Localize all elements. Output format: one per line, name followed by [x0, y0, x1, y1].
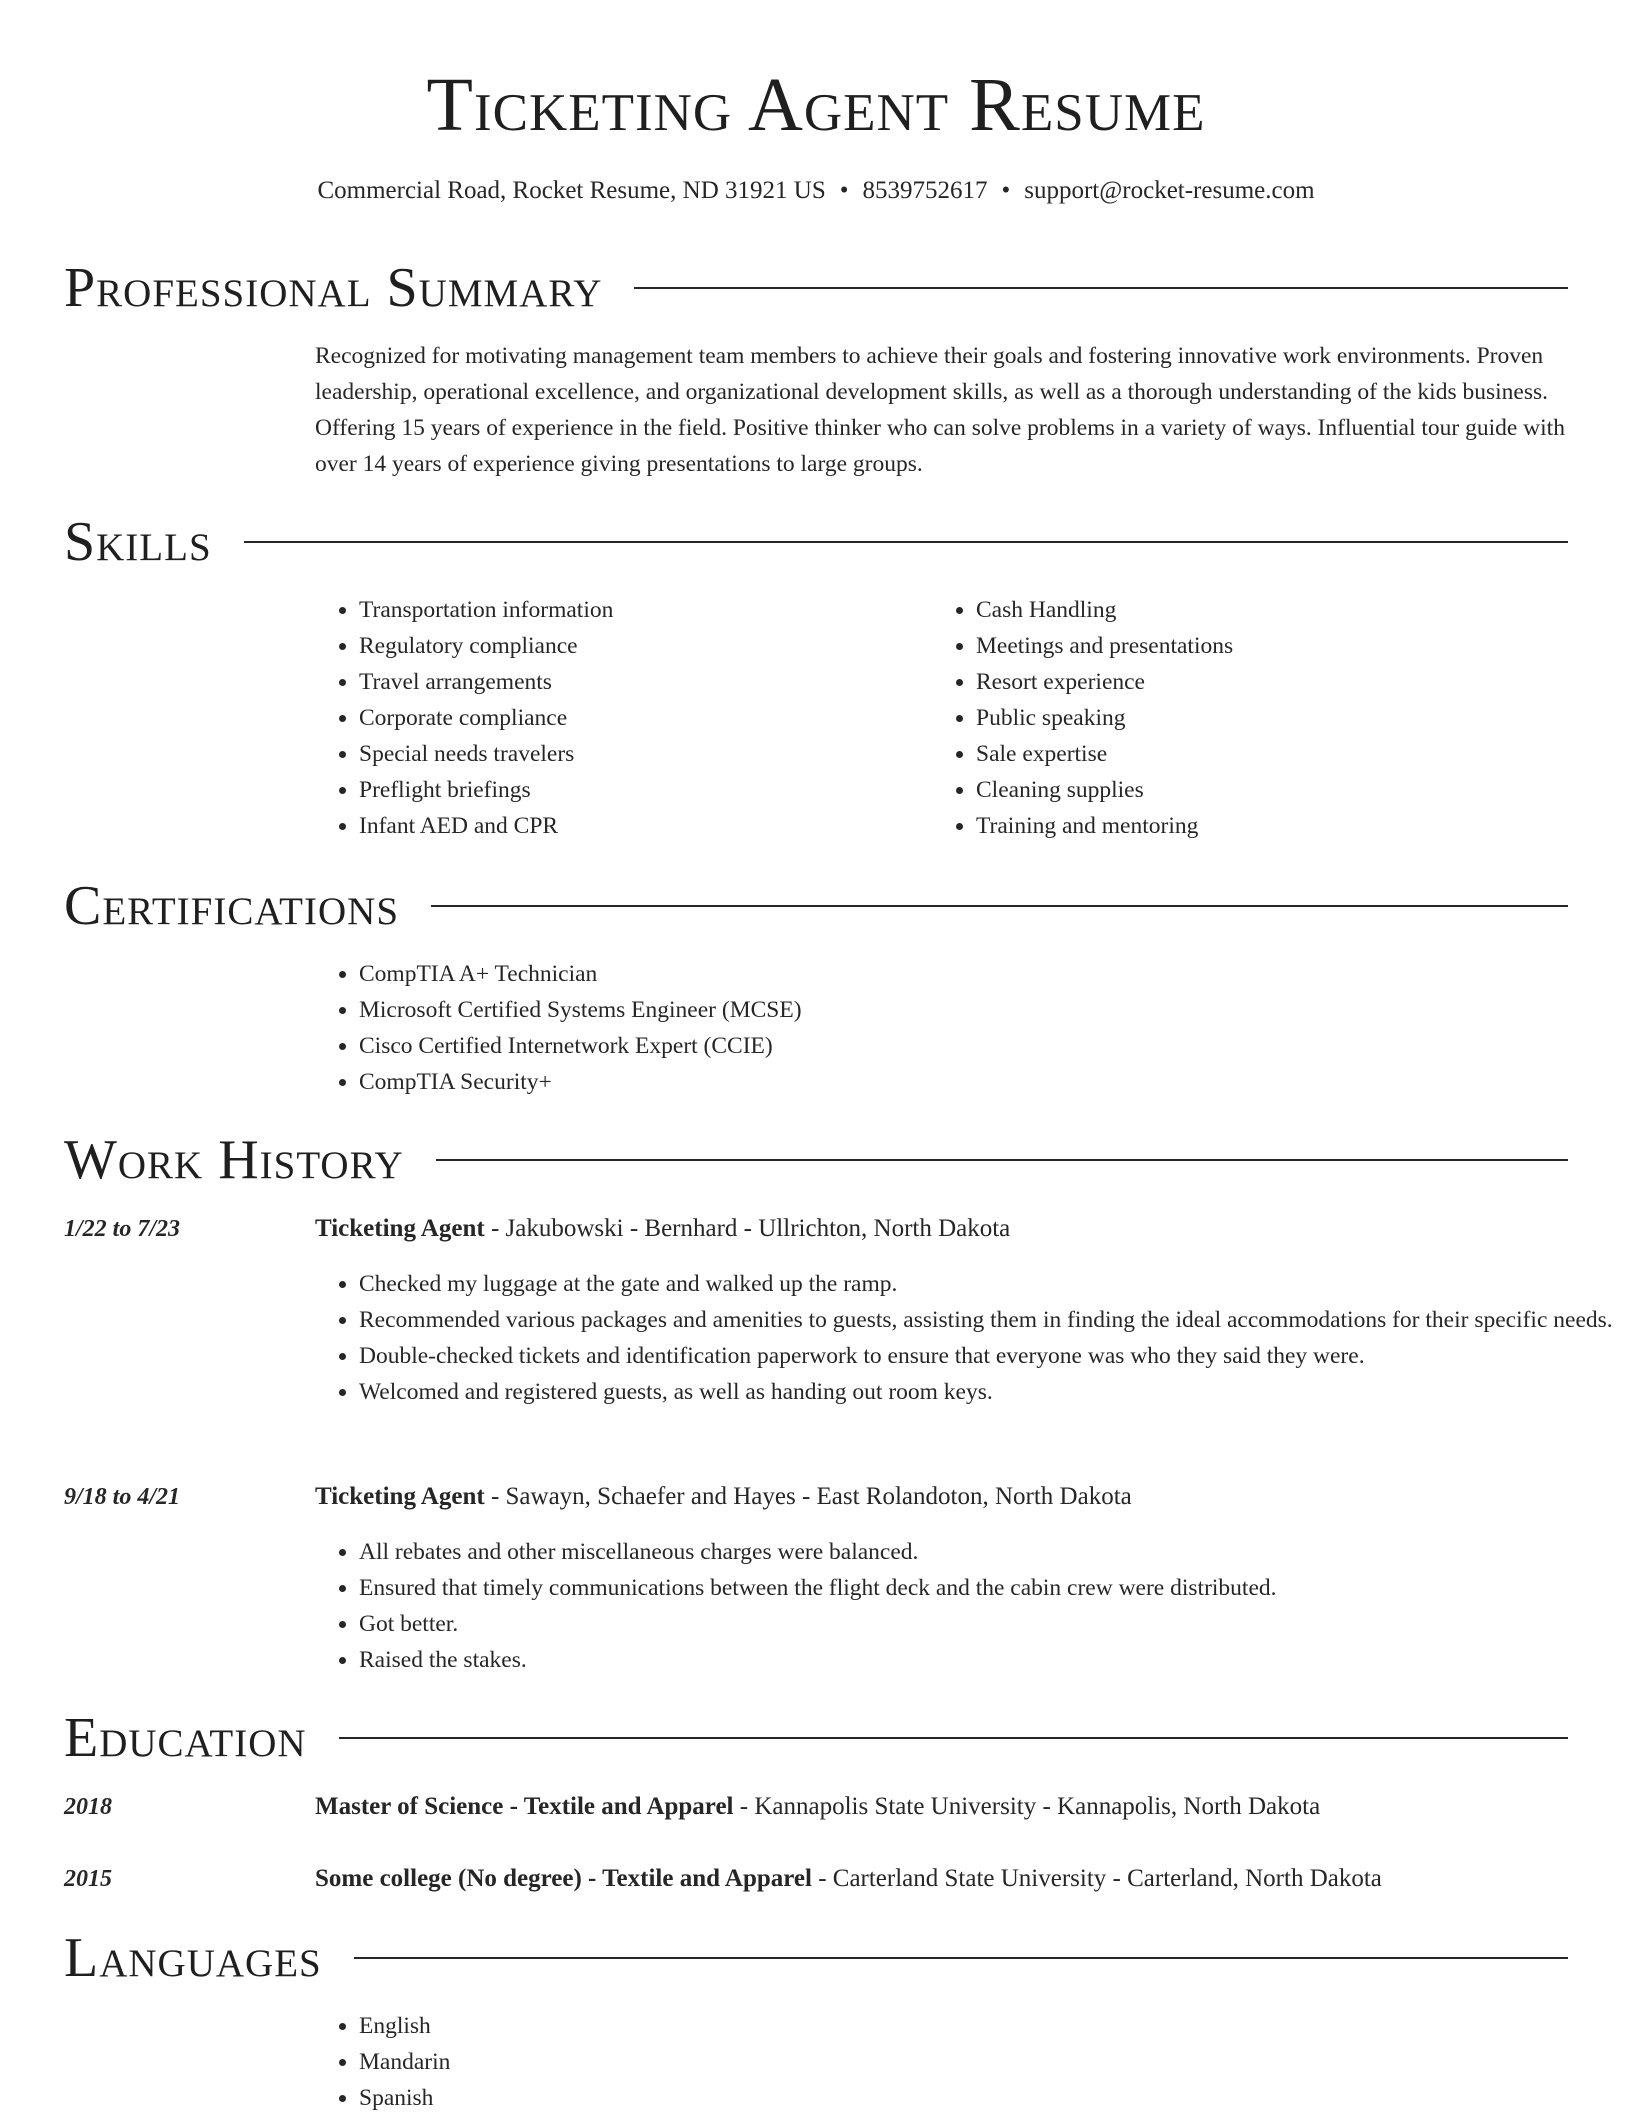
section-summary-heading	[64, 256, 1568, 320]
resume-title: Ticketing Agent Resume	[426, 63, 1206, 147]
list-item: • English	[359, 2008, 1619, 2044]
languages-list	[315, 2008, 1619, 2116]
section-title: Work History	[64, 1129, 404, 1191]
section-work-heading	[64, 1128, 1568, 1192]
section-title: Languages	[64, 1927, 322, 1989]
list-item: • Sale expertise	[976, 736, 1576, 772]
job-role: Ticketing Agent	[315, 1215, 485, 1242]
education-degree: Some college (No degree) - Textile and Apparel	[315, 1865, 812, 1892]
list-item: • Corporate compliance	[359, 700, 919, 736]
contact-email: support@rocket-resume.com	[1024, 177, 1315, 204]
list-item: • Got better.	[359, 1606, 1619, 1642]
skills-list-right	[932, 592, 1576, 844]
contact-phone: 8539752617	[862, 177, 988, 204]
section-divider	[431, 905, 1568, 907]
contact-line	[0, 176, 1632, 206]
job-bullets	[315, 1534, 1619, 1678]
skills-list-left	[315, 592, 919, 844]
section-title: Professional Summary	[64, 257, 603, 319]
job-bullets	[315, 1266, 1619, 1410]
section-title: Education	[64, 1707, 307, 1769]
section-skills-heading	[64, 510, 1568, 574]
education-year: 2018	[64, 1794, 112, 1820]
list-item: • Cash Handling	[976, 592, 1576, 628]
section-title: Certifications	[64, 875, 400, 937]
list-item: • Regulatory compliance	[359, 628, 919, 664]
contact-separator: •	[839, 177, 849, 204]
list-item: • Double-checked tickets and identification paperwork to ensure that everyone was who they said they were.	[359, 1338, 1619, 1374]
job-employer: - Sawayn, Schaefer and Hayes - East Rolandoton, North Dakota	[484, 1483, 1132, 1510]
list-item: • Cleaning supplies	[976, 772, 1576, 808]
list-item: • Checked my luggage at the gate and walked up the ramp.	[359, 1266, 1619, 1302]
list-item: • Special needs travelers	[359, 736, 919, 772]
education-year: 2015	[64, 1866, 112, 1892]
contact-separator: •	[1001, 177, 1011, 204]
list-item: • Meetings and presentations	[976, 628, 1576, 664]
list-item: • Preflight briefings	[359, 772, 919, 808]
job-dates: 9/18 to 4/21	[64, 1484, 181, 1510]
list-item: • CompTIA Security+	[359, 1064, 1619, 1100]
list-item: • All rebates and other miscellaneous charges were balanced.	[359, 1534, 1619, 1570]
list-item: • Transportation information	[359, 592, 919, 628]
list-item: • Infant AED and CPR	[359, 808, 919, 844]
list-item: • Recommended various packages and amenities to guests, assisting them in finding the ideal accommodations for their specific needs.	[359, 1302, 1619, 1338]
section-title: Skills	[64, 511, 212, 573]
list-item: • Ensured that timely communications between the flight deck and the cabin crew were distributed.	[359, 1570, 1619, 1606]
job-employer: - Jakubowski - Bernhard - Ullrichton, North Dakota	[484, 1215, 1011, 1242]
education-heading	[315, 1861, 1575, 1897]
section-divider	[354, 1957, 1568, 1959]
summary-text: Recognized for motivating management team members to achieve their goals and fostering innovative work environments. Proven leadership, operational excellence, and organizational development skills, as well as a thorough understanding of the kids business. Offering 15 years of experience in the field. Positive thinker who can solve problems in a variety of ways. Influential tour guide with over 14 years of experience giving presentations to large groups.	[315, 343, 1565, 477]
section-divider	[244, 541, 1568, 543]
list-item: • Raised the stakes.	[359, 1642, 1619, 1678]
job-role: Ticketing Agent	[315, 1483, 485, 1510]
list-item: • Spanish	[359, 2080, 1619, 2116]
job-dates: 1/22 to 7/23	[64, 1216, 181, 1242]
list-item: • Travel arrangements	[359, 664, 919, 700]
list-item: • Public speaking	[976, 700, 1576, 736]
section-divider	[339, 1737, 1568, 1739]
job-heading	[315, 1479, 1575, 1515]
section-divider	[634, 287, 1568, 289]
section-languages-heading	[64, 1926, 1568, 1990]
list-item: • Mandarin	[359, 2044, 1619, 2080]
list-item: • Microsoft Certified Systems Engineer (MCSE)	[359, 992, 1619, 1028]
certifications-list	[315, 956, 1619, 1100]
contact-address: Commercial Road, Rocket Resume, ND 31921 US	[317, 177, 826, 204]
list-item: • Cisco Certified Internetwork Expert (CCIE)	[359, 1028, 1619, 1064]
list-item: • Welcomed and registered guests, as well as handing out room keys.	[359, 1374, 1619, 1410]
education-school: - Carterland State University - Carterland, North Dakota	[811, 1865, 1382, 1892]
list-item: • Training and mentoring	[976, 808, 1576, 844]
list-item: • Resort experience	[976, 664, 1576, 700]
section-divider	[436, 1159, 1568, 1161]
section-education-heading	[64, 1706, 1568, 1770]
education-heading	[315, 1789, 1575, 1825]
education-school: - Kannapolis State University - Kannapolis, North Dakota	[733, 1793, 1321, 1820]
job-heading	[315, 1211, 1575, 1247]
section-certifications-heading	[64, 874, 1568, 938]
list-item: • CompTIA A+ Technician	[359, 956, 1619, 992]
education-degree: Master of Science - Textile and Apparel	[315, 1793, 734, 1820]
